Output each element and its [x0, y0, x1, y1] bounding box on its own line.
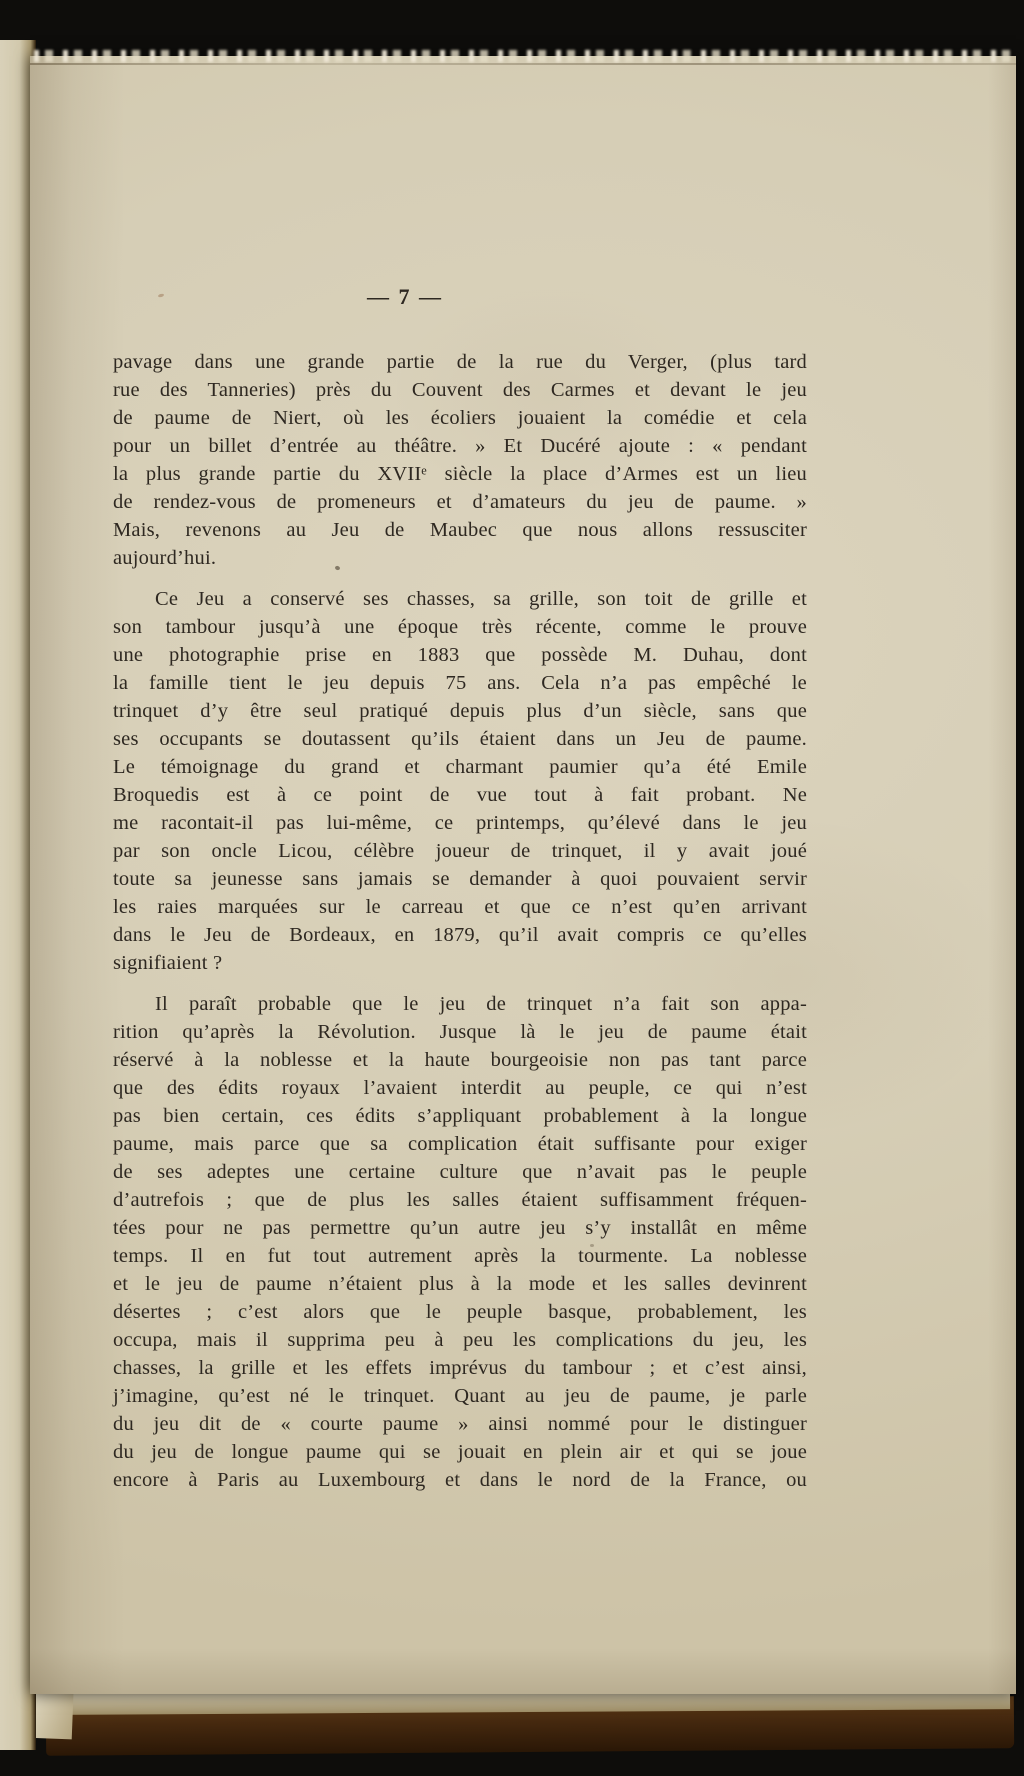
text-line: de rendez-vous de promeneurs et d’amateurs du jeu de paume. » [113, 491, 807, 513]
text-line: réservé à la noblesse et la haute bourgeoisie non pas tant parce [113, 1049, 807, 1071]
text-line: ses occupants se doutassent qu’ils étaient dans un Jeu de paume. [113, 728, 807, 750]
text-line: par son oncle Licou, célèbre joueur de trinquet, il y avait joué [113, 840, 807, 862]
text-line: signifiaient ? [113, 952, 223, 974]
text-line: et le jeu de paume n’étaient plus à la mode et les salles devinrent [113, 1273, 807, 1295]
text-line: du jeu dit de « courte paume » ainsi nommé pour le distinguer [113, 1413, 807, 1435]
text-line: que des édits royaux l’avaient interdit au peuple, ce qui n’est [113, 1077, 807, 1099]
text-line: la plus grande partie du XVIIᵉ siècle la place d’Armes est un lieu [113, 463, 807, 485]
paper-stain-speck [590, 1244, 594, 1247]
paper-stain-speck [158, 293, 165, 297]
text-line: dans le Jeu de Bordeaux, en 1879, qu’il avait compris ce qu’elles [113, 924, 807, 946]
text-line: me racontait-il pas lui-même, ce printemps, qu’élevé dans le jeu [113, 812, 807, 834]
text-line: Il paraît probable que le jeu de trinquet n’a fait son appa- [155, 993, 807, 1015]
book-page [30, 56, 1016, 1694]
text-line: d’autrefois ; que de plus les salles étaient suffisamment fréquen- [113, 1189, 807, 1211]
text-line: occupa, mais il supprima peu à peu les complications du jeu, les [113, 1329, 807, 1351]
text-line: pavage dans une grande partie de la rue du Verger, (plus tard [113, 351, 807, 373]
text-line: pour un billet d’entrée au théâtre. » Et Ducéré ajoute : « pendant [113, 435, 807, 457]
paragraph [113, 585, 807, 977]
torn-top-edge [34, 50, 1014, 62]
text-line: pas bien certain, ces édits s’appliquant probablement à la longue [113, 1105, 807, 1127]
text-line: une photographie prise en 1883 que possède M. Duhau, dont [113, 644, 807, 666]
text-line: tées pour ne pas permettre qu’un autre jeu s’y installât en même [113, 1217, 807, 1239]
text-line: trinquet d’y être seul pratiqué depuis plus d’un siècle, sans que [113, 700, 807, 722]
text-line: rition qu’après la Révolution. Jusque là le jeu de paume était [113, 1021, 807, 1043]
text-line: désertes ; c’est alors que le peuple basque, probablement, les [113, 1301, 807, 1323]
text-line: rue des Tanneries) près du Couvent des Carmes et devant le jeu [113, 379, 807, 401]
text-line: du jeu de longue paume qui se jouait en plein air et qui se joue [113, 1441, 807, 1463]
text-line: Le témoignage du grand et charmant paumier qu’a été Emile [113, 756, 807, 778]
text-line: la famille tient le jeu depuis 75 ans. Cela n’a pas empêché le [113, 672, 807, 694]
paragraph [113, 990, 807, 1494]
text-line: j’imagine, qu’est né le trinquet. Quant au jeu de paume, je parle [113, 1385, 807, 1407]
text-line: chasses, la grille et les effets imprévus du tambour ; et c’est ainsi, [113, 1357, 807, 1379]
top-crease-line [30, 63, 1016, 65]
text-line: encore à Paris au Luxembourg et dans le nord de la France, ou [113, 1469, 807, 1491]
text-line: paume, mais parce que sa complication était suffisante pour exiger [113, 1133, 807, 1155]
page-number: — 7 — [367, 284, 443, 309]
text-line: toute sa jeunesse sans jamais se demander à quoi pouvaient servir [113, 868, 807, 890]
text-block [113, 348, 807, 1494]
text-line: Broquedis est à ce point de vue tout à fait probant. Ne [113, 784, 807, 806]
text-line: de ses adeptes une certaine culture que n’avait pas le peuple [113, 1161, 807, 1183]
text-line: temps. Il en fut tout autrement après la tourmente. La noblesse [113, 1245, 807, 1267]
text-line: aujourd’hui. [113, 547, 217, 569]
text-line: de paume de Niert, où les écoliers jouaient la comédie et cela [113, 407, 807, 429]
text-line: Ce Jeu a conservé ses chasses, sa grille, son toit de grille et [155, 588, 807, 610]
text-line: les raies marquées sur le carreau et que ce n’est qu’en arrivant [113, 896, 807, 918]
text-line: Mais, revenons au Jeu de Maubec que nous allons ressusciter [113, 519, 807, 541]
text-line: son tambour jusqu’à une époque très récente, comme le prouve [113, 616, 807, 638]
paragraph [113, 348, 807, 572]
